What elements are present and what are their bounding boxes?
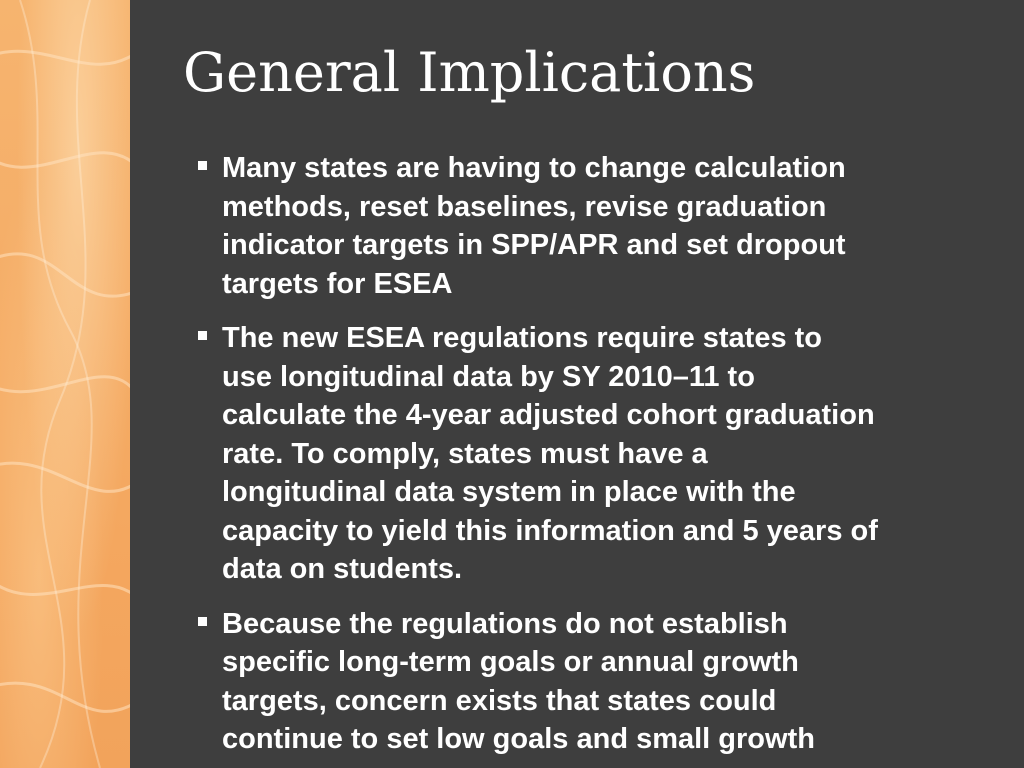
bullet-line: indicator targets in SPP/APR and set dropout — [222, 229, 846, 261]
bullet-line: longitudinal data system in place with the — [222, 476, 796, 508]
decorative-side-band — [0, 0, 130, 768]
bullet-line: Because the regulations do not establish — [222, 607, 788, 640]
square-bullet-icon — [198, 331, 207, 340]
bullet-line: The new ESEA regulations require states to — [222, 322, 823, 354]
bullet-line: capacity to yield this information and 5 years of — [222, 514, 878, 547]
swirl-pattern-icon — [0, 0, 130, 768]
slide-title: General Implications — [183, 41, 756, 104]
bullet-line: calculate the 4-year adjusted cohort graduation — [222, 399, 875, 431]
square-bullet-icon — [198, 617, 207, 626]
bullet-line: targets, concern exists that states could — [222, 684, 777, 717]
bullet-item-1 — [196, 149, 1001, 303]
bullet-line: targets for ESEA — [222, 267, 453, 300]
bullet-line: rate. To comply, states must have a — [222, 437, 708, 470]
bullet-item-2 — [196, 319, 1001, 589]
bullet-line: Many states are having to change calculation — [222, 152, 846, 184]
square-bullet-icon — [198, 161, 207, 170]
bullet-line: use longitudinal data by SY 2010–11 to — [222, 360, 755, 393]
bullet-item-3 — [196, 605, 1001, 759]
bullet-line: specific long-term goals or annual growth — [222, 646, 799, 678]
bullet-list — [196, 149, 1001, 768]
bullet-line: methods, reset baselines, revise graduation — [222, 190, 827, 223]
bullet-line: continue to set low goals and small growth — [222, 723, 815, 755]
bullet-line: data on students. — [222, 553, 463, 585]
